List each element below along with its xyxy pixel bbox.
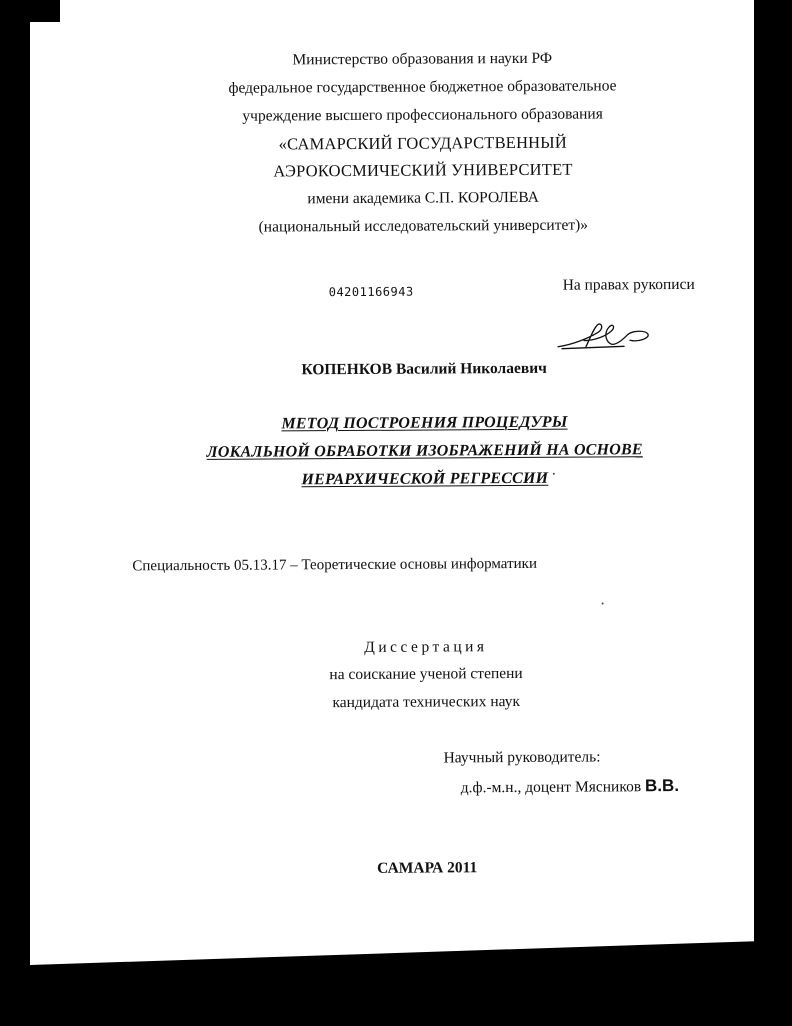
- thesis-title-line-2: ЛОКАЛЬНОЙ ОБРАБОТКИ ИЗОБРАЖЕНИЙ НА ОСНОВЕ: [206, 441, 643, 461]
- scan-speck: [553, 473, 555, 475]
- supervisor-initials: В.В.: [644, 776, 680, 796]
- scan-border-top: [0, 0, 60, 22]
- manuscript-rights-label: На правах рукописи: [562, 275, 695, 294]
- education-level-line: учреждение высшего профессионального образования: [242, 105, 603, 125]
- thesis-title-line-1: МЕТОД ПОСТРОЕНИЯ ПРОЦЕДУРЫ: [281, 413, 568, 433]
- degree-line-1: на соискание ученой степени: [329, 664, 523, 684]
- thesis-title-line-3: ИЕРАРХИЧЕСКОЙ РЕГРЕССИИ: [301, 469, 549, 489]
- signature-graphic: [554, 318, 654, 353]
- ministry-line: Министерство образования и науки РФ: [292, 49, 553, 69]
- dissertation-heading: Диссертация: [364, 638, 488, 656]
- institution-type-line: федеральное государственное бюджетное образовательное: [228, 77, 617, 97]
- city-year: САМАРА 2011: [377, 859, 478, 877]
- title-page: [22, 9, 768, 960]
- supervisor-credentials: д.ф.-м.н., доцент Мясников: [460, 778, 642, 797]
- named-after-line: имени академика С.П. КОРОЛЕВА: [307, 188, 539, 208]
- specialty-line: Специальность 05.13.17 – Теоретические основы информатики: [132, 555, 538, 575]
- supervisor-label: Научный руководитель:: [443, 748, 601, 767]
- university-name-line-1: «САМАРСКИЙ ГОСУДАРСТВЕННЫЙ: [278, 132, 568, 154]
- scan-border-right: [754, 0, 792, 1026]
- registration-number: 04201166943: [328, 284, 414, 300]
- research-university-line: (национальный исследовательский университет)»: [258, 216, 589, 236]
- scan-border-left: [0, 0, 30, 1026]
- university-name-line-2: АЭРОКОСМИЧЕСКИЙ УНИВЕРСИТЕТ: [273, 159, 573, 181]
- degree-line-2: кандидата технических наук: [332, 692, 521, 712]
- author-name: КОПЕНКОВ Василий Николаевич: [301, 359, 547, 379]
- supervisor-name: [461, 776, 679, 797]
- scan-speck: [602, 602, 604, 604]
